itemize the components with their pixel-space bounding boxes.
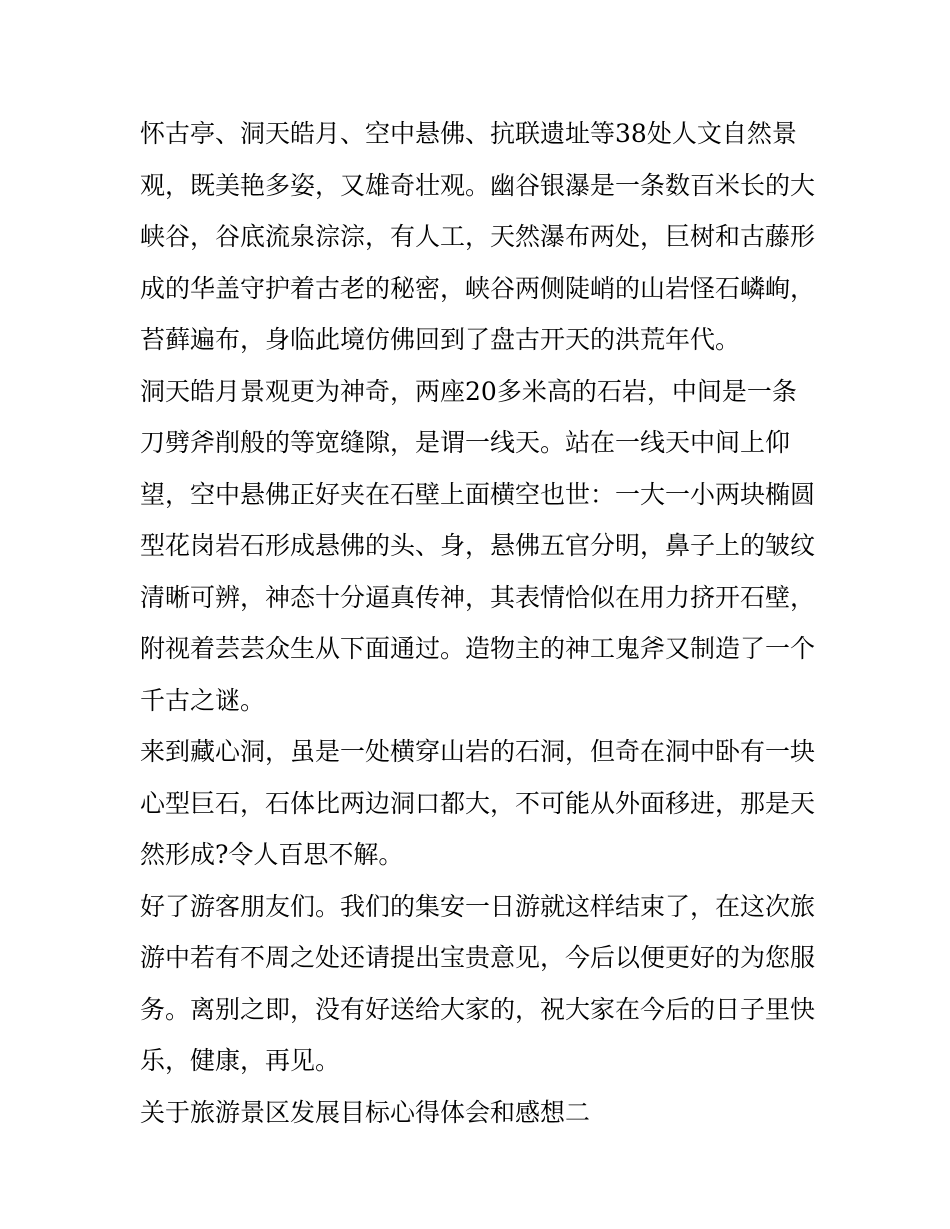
document-body <box>140 108 820 1138</box>
text-line: 心型巨石，石体比两边洞口都大，不可能从外面移进，那是天 <box>140 788 816 818</box>
text-line: 望，空中悬佛正好夹在石壁上面横空也世：一大一小两块椭圆 <box>140 479 816 509</box>
text-line: 峡谷，谷底流泉淙淙，有人工，天然瀑布两处，巨树和古藤形 <box>140 222 816 251</box>
text-line: 好了游客朋友们。我们的集安一日游就这样结束了，在这次旅 <box>140 891 816 921</box>
text-line: 洞天皓月景观更为神奇，两座20多米高的石岩，中间是一条 <box>140 376 797 406</box>
text-line: 然形成?令人百思不解。 <box>140 840 404 869</box>
text-line: 务。离别之即，没有好送给大家的，祝大家在今后的日子里快 <box>140 994 816 1024</box>
text-line: 苔藓遍布，身临此境仿佛回到了盘古开天的洪荒年代。 <box>140 325 741 354</box>
text-line: 怀古亭、洞天皓月、空中悬佛、抗联遗址等38处人文自然景 <box>140 119 797 148</box>
section-heading: 关于旅游景区发展目标心得体会和感想二 <box>140 1097 591 1127</box>
text-line: 乐，健康，再见。 <box>140 1046 341 1075</box>
text-line: 刀劈斧削般的等宽缝隙，是谓一线天。站在一线天中间上仰 <box>140 428 791 457</box>
text-line: 千古之谜。 <box>140 685 266 715</box>
text-line: 型花岗岩石形成悬佛的头、身，悬佛五官分明，鼻子上的皱纹 <box>140 531 816 560</box>
text-line: 观，既美艳多姿，又雄奇壮观。幽谷银瀑是一条数百米长的大 <box>140 170 816 200</box>
text-line: 游中若有不周之处还请提出宝贵意见，今后以便更好的为您服 <box>140 943 816 972</box>
text-line: 成的华盖守护着古老的秘密，峡谷两侧陡峭的山岩怪石嶙峋， <box>140 273 816 303</box>
text-line: 清晰可辨，神态十分逼真传神，其表情恰似在用力挤开石壁， <box>140 582 816 612</box>
text-line: 来到藏心洞，虽是一处横穿山岩的石洞，但奇在洞中卧有一块 <box>140 737 816 766</box>
text-line: 附视着芸芸众生从下面通过。造物主的神工鬼斧又制造了一个 <box>140 634 816 663</box>
